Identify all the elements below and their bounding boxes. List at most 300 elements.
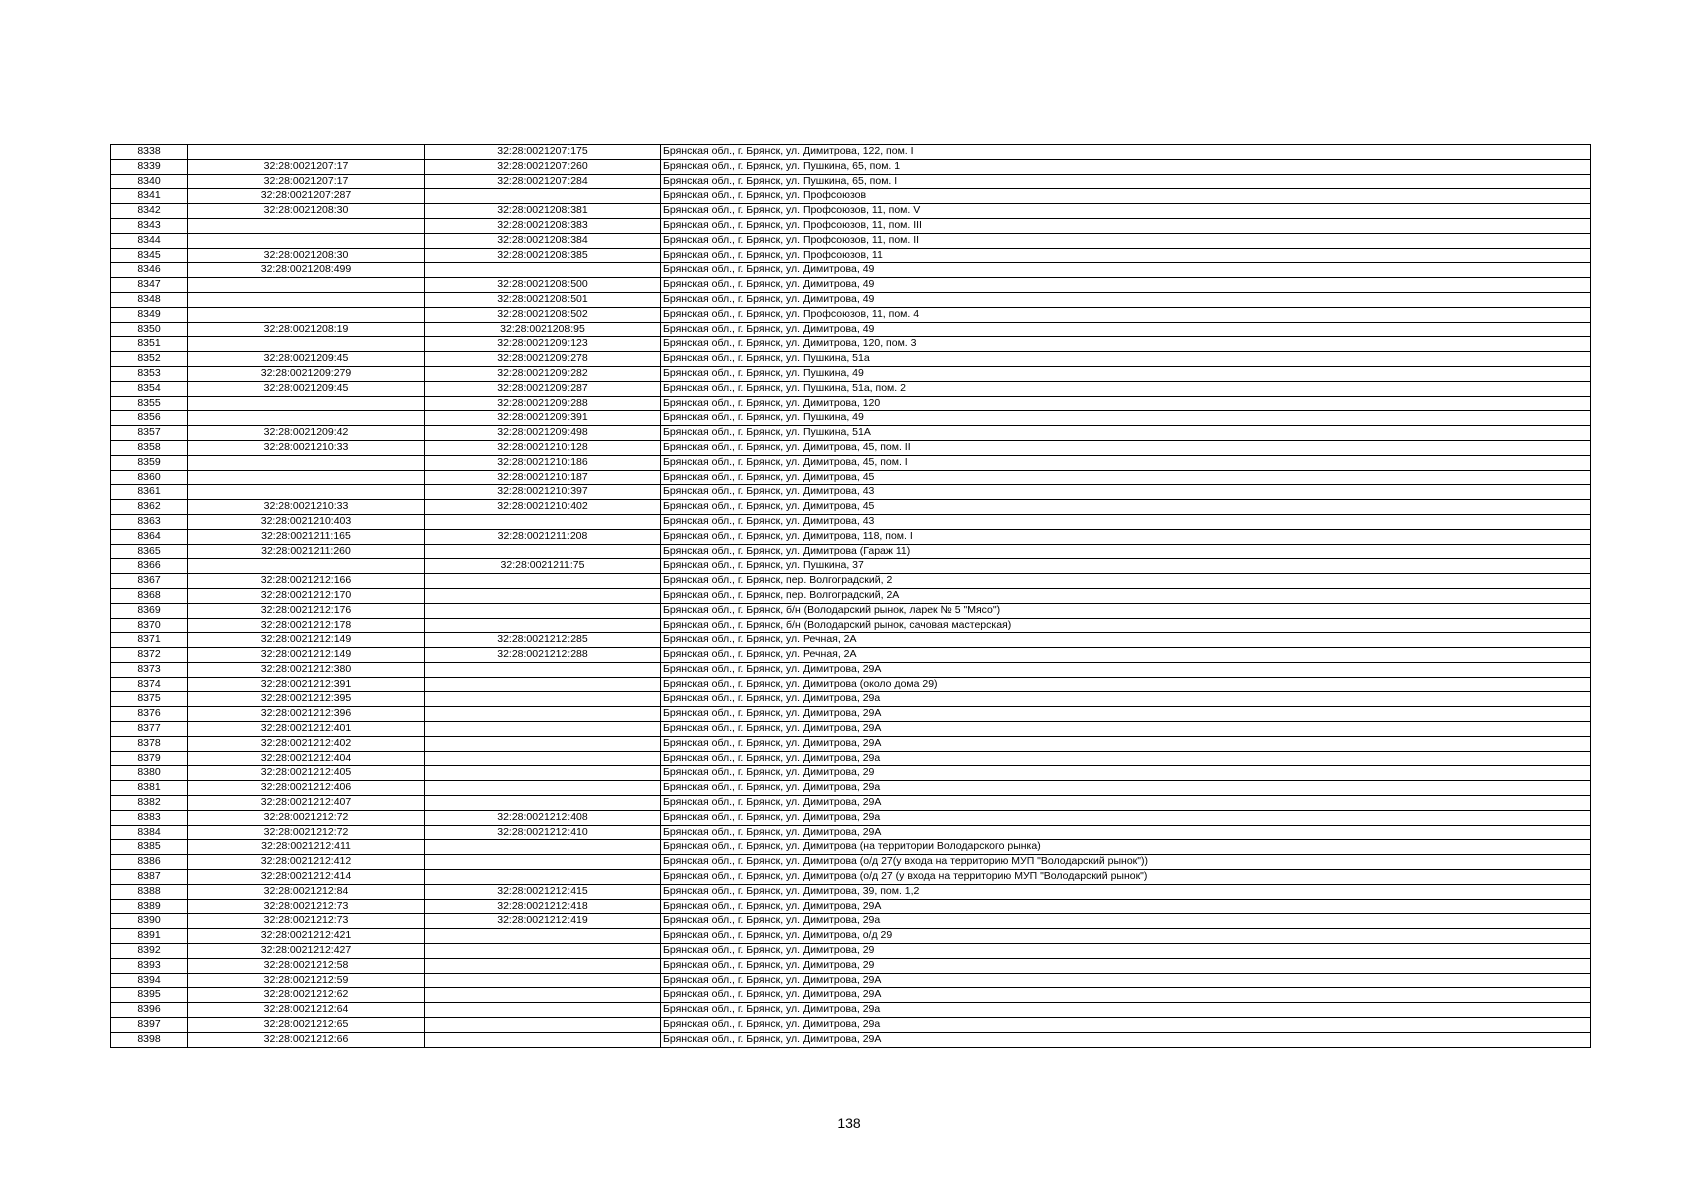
address-cell: Брянская обл., г. Брянск, ул. Пушкина, 49 — [661, 411, 1591, 426]
cadastral-number-cell — [188, 233, 425, 248]
row-number-cell: 8383 — [111, 810, 188, 825]
address-cell: Брянская обл., г. Брянск, ул. Димитрова, 49 — [661, 322, 1591, 337]
cadastral-number-cell — [188, 145, 425, 160]
row-number-cell: 8366 — [111, 559, 188, 574]
row-number-cell: 8377 — [111, 722, 188, 737]
table-row — [111, 500, 1591, 515]
address-cell: Брянская обл., г. Брянск, ул. Димитрова (около дома 29) — [661, 677, 1591, 692]
row-number-cell: 8391 — [111, 929, 188, 944]
cadastral-number-cell: 32:28:0021207:17 — [188, 159, 425, 174]
address-cell: Брянская обл., г. Брянск, ул. Пушкина, 37 — [661, 559, 1591, 574]
object-cadastral-number-cell — [425, 855, 661, 870]
table-row — [111, 825, 1591, 840]
table-row — [111, 707, 1591, 722]
object-cadastral-number-cell: 32:28:0021208:501 — [425, 292, 661, 307]
cadastral-number-cell: 32:28:0021212:395 — [188, 692, 425, 707]
table-row — [111, 677, 1591, 692]
row-number-cell: 8384 — [111, 825, 188, 840]
table-row — [111, 884, 1591, 899]
object-cadastral-number-cell: 32:28:0021211:75 — [425, 559, 661, 574]
object-cadastral-number-cell — [425, 944, 661, 959]
object-cadastral-number-cell: 32:28:0021208:502 — [425, 307, 661, 322]
table-row — [111, 470, 1591, 485]
object-cadastral-number-cell: 32:28:0021207:260 — [425, 159, 661, 174]
table-row — [111, 411, 1591, 426]
row-number-cell: 8380 — [111, 766, 188, 781]
address-cell: Брянская обл., г. Брянск, ул. Речная, 2А — [661, 633, 1591, 648]
table-row — [111, 603, 1591, 618]
object-cadastral-number-cell: 32:28:0021212:285 — [425, 633, 661, 648]
address-cell: Брянская обл., г. Брянск, ул. Димитрова, 29 — [661, 766, 1591, 781]
object-cadastral-number-cell: 32:28:0021209:288 — [425, 396, 661, 411]
object-cadastral-number-cell — [425, 514, 661, 529]
row-number-cell: 8347 — [111, 278, 188, 293]
object-cadastral-number-cell: 32:28:0021211:208 — [425, 529, 661, 544]
table-row — [111, 233, 1591, 248]
address-cell: Брянская обл., г. Брянск, б/н (Володарский рынок, ларек № 5 "Мясо") — [661, 603, 1591, 618]
row-number-cell: 8390 — [111, 914, 188, 929]
cadastral-number-cell: 32:28:0021212:72 — [188, 825, 425, 840]
address-cell: Брянская обл., г. Брянск, ул. Димитрова, 29а — [661, 810, 1591, 825]
cadastral-number-cell: 32:28:0021212:149 — [188, 648, 425, 663]
object-cadastral-number-cell: 32:28:0021212:415 — [425, 884, 661, 899]
row-number-cell: 8342 — [111, 204, 188, 219]
table-row — [111, 1018, 1591, 1033]
table-row — [111, 337, 1591, 352]
cadastral-number-cell: 32:28:0021212:170 — [188, 588, 425, 603]
object-cadastral-number-cell: 32:28:0021212:288 — [425, 648, 661, 663]
cadastral-number-cell: 32:28:0021212:72 — [188, 810, 425, 825]
address-cell: Брянская обл., г. Брянск, ул. Димитрова, 45 — [661, 470, 1591, 485]
row-number-cell: 8387 — [111, 870, 188, 885]
object-cadastral-number-cell: 32:28:0021208:383 — [425, 218, 661, 233]
row-number-cell: 8378 — [111, 736, 188, 751]
cadastral-number-cell: 32:28:0021209:42 — [188, 426, 425, 441]
row-number-cell: 8362 — [111, 500, 188, 515]
address-cell: Брянская обл., г. Брянск, ул. Димитрова, 43 — [661, 485, 1591, 500]
cadastral-number-cell: 32:28:0021208:19 — [188, 322, 425, 337]
row-number-cell: 8397 — [111, 1018, 188, 1033]
table-row — [111, 1003, 1591, 1018]
row-number-cell: 8369 — [111, 603, 188, 618]
object-cadastral-number-cell — [425, 840, 661, 855]
address-cell: Брянская обл., г. Брянск, ул. Димитрова, 29А — [661, 988, 1591, 1003]
address-cell: Брянская обл., г. Брянск, ул. Пушкина, 51а — [661, 352, 1591, 367]
row-number-cell: 8385 — [111, 840, 188, 855]
cadastral-number-cell — [188, 411, 425, 426]
table-row — [111, 366, 1591, 381]
table-row — [111, 559, 1591, 574]
cadastral-number-cell: 32:28:0021212:406 — [188, 781, 425, 796]
row-number-cell: 8338 — [111, 145, 188, 160]
row-number-cell: 8339 — [111, 159, 188, 174]
table-row — [111, 352, 1591, 367]
address-cell: Брянская обл., г. Брянск, ул. Пушкина, 49 — [661, 366, 1591, 381]
cadastral-number-cell: 32:28:0021209:279 — [188, 366, 425, 381]
table-row — [111, 455, 1591, 470]
table-row — [111, 810, 1591, 825]
address-cell: Брянская обл., г. Брянск, ул. Профсоюзов, 11, пом. II — [661, 233, 1591, 248]
address-cell: Брянская обл., г. Брянск, ул. Димитрова, 29а — [661, 751, 1591, 766]
table-row — [111, 381, 1591, 396]
row-number-cell: 8371 — [111, 633, 188, 648]
cadastral-number-cell: 32:28:0021212:391 — [188, 677, 425, 692]
table-row — [111, 648, 1591, 663]
address-cell: Брянская обл., г. Брянск, ул. Димитрова (Гараж 11) — [661, 544, 1591, 559]
cadastral-number-cell: 32:28:0021212:149 — [188, 633, 425, 648]
cadastral-number-cell: 32:28:0021212:414 — [188, 870, 425, 885]
address-cell: Брянская обл., г. Брянск, ул. Профсоюзов — [661, 189, 1591, 204]
table-row — [111, 292, 1591, 307]
cadastral-number-cell: 32:28:0021208:30 — [188, 248, 425, 263]
address-cell: Брянская обл., г. Брянск, ул. Димитрова, 45 — [661, 500, 1591, 515]
address-cell: Брянская обл., г. Брянск, ул. Димитрова, 29А — [661, 662, 1591, 677]
address-cell: Брянская обл., г. Брянск, пер. Волгоградский, 2А — [661, 588, 1591, 603]
row-number-cell: 8379 — [111, 751, 188, 766]
object-cadastral-number-cell: 32:28:0021208:381 — [425, 204, 661, 219]
table-row — [111, 514, 1591, 529]
address-cell: Брянская обл., г. Брянск, ул. Димитрова, 49 — [661, 263, 1591, 278]
object-cadastral-number-cell: 32:28:0021209:391 — [425, 411, 661, 426]
table-row — [111, 988, 1591, 1003]
object-cadastral-number-cell — [425, 588, 661, 603]
object-cadastral-number-cell: 32:28:0021209:498 — [425, 426, 661, 441]
table-row — [111, 174, 1591, 189]
cadastral-number-cell: 32:28:0021212:401 — [188, 722, 425, 737]
address-cell: Брянская обл., г. Брянск, ул. Димитрова, 45, пом. I — [661, 455, 1591, 470]
cadastral-number-cell: 32:28:0021212:402 — [188, 736, 425, 751]
object-cadastral-number-cell — [425, 603, 661, 618]
cadastral-number-cell — [188, 337, 425, 352]
row-number-cell: 8355 — [111, 396, 188, 411]
cadastral-number-cell: 32:28:0021212:176 — [188, 603, 425, 618]
row-number-cell: 8364 — [111, 529, 188, 544]
row-number-cell: 8392 — [111, 944, 188, 959]
address-cell: Брянская обл., г. Брянск, ул. Профсоюзов, 11, пом. V — [661, 204, 1591, 219]
object-cadastral-number-cell: 32:28:0021207:284 — [425, 174, 661, 189]
table-row — [111, 662, 1591, 677]
object-cadastral-number-cell: 32:28:0021212:419 — [425, 914, 661, 929]
cadastral-number-cell — [188, 485, 425, 500]
address-cell: Брянская обл., г. Брянск, ул. Димитрова, 29А — [661, 899, 1591, 914]
object-cadastral-number-cell — [425, 189, 661, 204]
table-row — [111, 899, 1591, 914]
cadastral-number-cell: 32:28:0021212:396 — [188, 707, 425, 722]
cadastral-number-cell: 32:28:0021212:166 — [188, 574, 425, 589]
row-number-cell: 8351 — [111, 337, 188, 352]
address-cell: Брянская обл., г. Брянск, ул. Пушкина, 51А — [661, 426, 1591, 441]
page-number: 138 — [837, 1115, 861, 1131]
table-row — [111, 958, 1591, 973]
table-row — [111, 204, 1591, 219]
object-cadastral-number-cell — [425, 870, 661, 885]
address-cell: Брянская обл., г. Брянск, ул. Димитрова, 29а — [661, 1003, 1591, 1018]
row-number-cell: 8359 — [111, 455, 188, 470]
row-number-cell: 8360 — [111, 470, 188, 485]
table-row — [111, 973, 1591, 988]
table-row — [111, 944, 1591, 959]
row-number-cell: 8375 — [111, 692, 188, 707]
row-number-cell: 8396 — [111, 1003, 188, 1018]
cadastral-number-cell — [188, 470, 425, 485]
address-cell: Брянская обл., г. Брянск, ул. Димитрова, 120 — [661, 396, 1591, 411]
cadastral-number-cell: 32:28:0021210:33 — [188, 440, 425, 455]
address-cell: Брянская обл., г. Брянск, ул. Профсоюзов, 11, пом. III — [661, 218, 1591, 233]
object-cadastral-number-cell: 32:28:0021210:187 — [425, 470, 661, 485]
object-cadastral-number-cell — [425, 677, 661, 692]
row-number-cell: 8352 — [111, 352, 188, 367]
object-cadastral-number-cell: 32:28:0021212:410 — [425, 825, 661, 840]
address-cell: Брянская обл., г. Брянск, ул. Димитрова, 29а — [661, 914, 1591, 929]
row-number-cell: 8344 — [111, 233, 188, 248]
cadastral-number-cell: 32:28:0021212:405 — [188, 766, 425, 781]
records-table-body — [111, 145, 1591, 1048]
table-row — [111, 307, 1591, 322]
address-cell: Брянская обл., г. Брянск, б/н (Володарский рынок, сачовая мастерская) — [661, 618, 1591, 633]
address-cell: Брянская обл., г. Брянск, ул. Димитрова, 39, пом. 1,2 — [661, 884, 1591, 899]
table-row — [111, 1032, 1591, 1047]
table-row — [111, 870, 1591, 885]
cadastral-number-cell: 32:28:0021212:84 — [188, 884, 425, 899]
cadastral-number-cell: 32:28:0021212:421 — [188, 929, 425, 944]
row-number-cell: 8356 — [111, 411, 188, 426]
cadastral-number-cell: 32:28:0021208:499 — [188, 263, 425, 278]
object-cadastral-number-cell: 32:28:0021209:278 — [425, 352, 661, 367]
cadastral-number-cell: 32:28:0021210:33 — [188, 500, 425, 515]
address-cell: Брянская обл., г. Брянск, ул. Димитрова, 29А — [661, 736, 1591, 751]
table-row — [111, 218, 1591, 233]
address-cell: Брянская обл., г. Брянск, ул. Димитрова, 29а — [661, 781, 1591, 796]
row-number-cell: 8367 — [111, 574, 188, 589]
row-number-cell: 8361 — [111, 485, 188, 500]
table-row — [111, 929, 1591, 944]
object-cadastral-number-cell: 32:28:0021212:408 — [425, 810, 661, 825]
table-row — [111, 263, 1591, 278]
object-cadastral-number-cell — [425, 692, 661, 707]
cadastral-number-cell: 32:28:0021211:260 — [188, 544, 425, 559]
table-row — [111, 426, 1591, 441]
table-row — [111, 145, 1591, 160]
table-row — [111, 485, 1591, 500]
table-row — [111, 618, 1591, 633]
cadastral-number-cell — [188, 278, 425, 293]
cadastral-number-cell: 32:28:0021212:178 — [188, 618, 425, 633]
object-cadastral-number-cell: 32:28:0021210:402 — [425, 500, 661, 515]
address-cell: Брянская обл., г. Брянск, ул. Профсоюзов, 11 — [661, 248, 1591, 263]
address-cell: Брянская обл., г. Брянск, ул. Речная, 2А — [661, 648, 1591, 663]
table-row — [111, 751, 1591, 766]
cadastral-number-cell: 32:28:0021209:45 — [188, 381, 425, 396]
address-cell: Брянская обл., г. Брянск, ул. Димитрова, 49 — [661, 292, 1591, 307]
address-cell: Брянская обл., г. Брянск, ул. Пушкина, 65, пом. I — [661, 174, 1591, 189]
object-cadastral-number-cell — [425, 988, 661, 1003]
address-cell: Брянская обл., г. Брянск, ул. Профсоюзов, 11, пом. 4 — [661, 307, 1591, 322]
object-cadastral-number-cell: 32:28:0021210:397 — [425, 485, 661, 500]
address-cell: Брянская обл., г. Брянск, ул. Пушкина, 51а, пом. 2 — [661, 381, 1591, 396]
cadastral-number-cell: 32:28:0021212:412 — [188, 855, 425, 870]
table-row — [111, 796, 1591, 811]
cadastral-number-cell: 32:28:0021212:62 — [188, 988, 425, 1003]
address-cell: Брянская обл., г. Брянск, ул. Димитрова, 29 — [661, 958, 1591, 973]
address-cell: Брянская обл., г. Брянск, ул. Димитрова, 43 — [661, 514, 1591, 529]
object-cadastral-number-cell: 32:28:0021210:128 — [425, 440, 661, 455]
row-number-cell: 8358 — [111, 440, 188, 455]
object-cadastral-number-cell: 32:28:0021207:175 — [425, 145, 661, 160]
address-cell: Брянская обл., г. Брянск, ул. Димитрова, 29 — [661, 944, 1591, 959]
object-cadastral-number-cell — [425, 1003, 661, 1018]
address-cell: Брянская обл., г. Брянск, ул. Димитрова, 29А — [661, 707, 1591, 722]
address-cell: Брянская обл., г. Брянск, пер. Волгоградский, 2 — [661, 574, 1591, 589]
row-number-cell: 8386 — [111, 855, 188, 870]
object-cadastral-number-cell — [425, 796, 661, 811]
cadastral-number-cell: 32:28:0021207:287 — [188, 189, 425, 204]
row-number-cell: 8376 — [111, 707, 188, 722]
table-row — [111, 766, 1591, 781]
table-row — [111, 189, 1591, 204]
table-row — [111, 248, 1591, 263]
row-number-cell: 8388 — [111, 884, 188, 899]
address-cell: Брянская обл., г. Брянск, ул. Пушкина, 65, пом. 1 — [661, 159, 1591, 174]
address-cell: Брянская обл., г. Брянск, ул. Димитрова, 29А — [661, 1032, 1591, 1047]
cadastral-number-cell: 32:28:0021211:165 — [188, 529, 425, 544]
address-cell: Брянская обл., г. Брянск, ул. Димитрова, 29А — [661, 722, 1591, 737]
row-number-cell: 8382 — [111, 796, 188, 811]
table-row — [111, 722, 1591, 737]
address-cell: Брянская обл., г. Брянск, ул. Димитрова, 29А — [661, 973, 1591, 988]
cadastral-number-cell — [188, 307, 425, 322]
object-cadastral-number-cell — [425, 766, 661, 781]
object-cadastral-number-cell: 32:28:0021210:186 — [425, 455, 661, 470]
cadastral-number-cell: 32:28:0021207:17 — [188, 174, 425, 189]
row-number-cell: 8374 — [111, 677, 188, 692]
address-cell: Брянская обл., г. Брянск, ул. Димитрова, 29А — [661, 825, 1591, 840]
object-cadastral-number-cell — [425, 958, 661, 973]
row-number-cell: 8349 — [111, 307, 188, 322]
address-cell: Брянская обл., г. Брянск, ул. Димитрова (на территории Володарского рынка) — [661, 840, 1591, 855]
cadastral-number-cell: 32:28:0021212:73 — [188, 914, 425, 929]
table-row — [111, 529, 1591, 544]
row-number-cell: 8365 — [111, 544, 188, 559]
row-number-cell: 8354 — [111, 381, 188, 396]
object-cadastral-number-cell — [425, 544, 661, 559]
row-number-cell: 8389 — [111, 899, 188, 914]
object-cadastral-number-cell — [425, 662, 661, 677]
table-row — [111, 440, 1591, 455]
row-number-cell: 8345 — [111, 248, 188, 263]
object-cadastral-number-cell — [425, 722, 661, 737]
row-number-cell: 8373 — [111, 662, 188, 677]
table-row — [111, 322, 1591, 337]
object-cadastral-number-cell: 32:28:0021208:385 — [425, 248, 661, 263]
cadastral-number-cell: 32:28:0021212:65 — [188, 1018, 425, 1033]
table-row — [111, 278, 1591, 293]
table-row — [111, 840, 1591, 855]
object-cadastral-number-cell — [425, 618, 661, 633]
table-row — [111, 914, 1591, 929]
address-cell: Брянская обл., г. Брянск, ул. Димитрова, 29А — [661, 796, 1591, 811]
cadastral-number-cell: 32:28:0021212:407 — [188, 796, 425, 811]
object-cadastral-number-cell — [425, 1018, 661, 1033]
cadastral-number-cell: 32:28:0021212:73 — [188, 899, 425, 914]
cadastral-number-cell — [188, 292, 425, 307]
row-number-cell: 8363 — [111, 514, 188, 529]
cadastral-number-cell — [188, 396, 425, 411]
object-cadastral-number-cell — [425, 929, 661, 944]
row-number-cell: 8343 — [111, 218, 188, 233]
address-cell: Брянская обл., г. Брянск, ул. Димитрова, 49 — [661, 278, 1591, 293]
object-cadastral-number-cell — [425, 707, 661, 722]
cadastral-number-cell — [188, 559, 425, 574]
table-row — [111, 781, 1591, 796]
table-row — [111, 588, 1591, 603]
cadastral-number-cell: 32:28:0021212:380 — [188, 662, 425, 677]
row-number-cell: 8398 — [111, 1032, 188, 1047]
address-cell: Брянская обл., г. Брянск, ул. Димитрова (о/д 27(у входа на территорию МУП "Володарский рынок")) — [661, 855, 1591, 870]
table-row — [111, 159, 1591, 174]
table-row — [111, 544, 1591, 559]
cadastral-number-cell: 32:28:0021208:30 — [188, 204, 425, 219]
address-cell: Брянская обл., г. Брянск, ул. Димитрова (о/д 27 (у входа на территорию МУП "Володарский рынок") — [661, 870, 1591, 885]
address-cell: Брянская обл., г. Брянск, ул. Димитрова, о/д 29 — [661, 929, 1591, 944]
cadastral-number-cell — [188, 218, 425, 233]
row-number-cell: 8341 — [111, 189, 188, 204]
cadastral-number-cell: 32:28:0021212:64 — [188, 1003, 425, 1018]
records-table — [110, 144, 1591, 1048]
cadastral-number-cell: 32:28:0021212:427 — [188, 944, 425, 959]
address-cell: Брянская обл., г. Брянск, ул. Димитрова, 45, пом. II — [661, 440, 1591, 455]
table-row — [111, 574, 1591, 589]
row-number-cell: 8381 — [111, 781, 188, 796]
table-row — [111, 855, 1591, 870]
cadastral-number-cell: 32:28:0021212:66 — [188, 1032, 425, 1047]
address-cell: Брянская обл., г. Брянск, ул. Димитрова, 29а — [661, 1018, 1591, 1033]
object-cadastral-number-cell: 32:28:0021209:282 — [425, 366, 661, 381]
object-cadastral-number-cell — [425, 973, 661, 988]
table-row — [111, 736, 1591, 751]
cadastral-number-cell: 32:28:0021212:58 — [188, 958, 425, 973]
address-cell: Брянская обл., г. Брянск, ул. Димитрова, 29а — [661, 692, 1591, 707]
object-cadastral-number-cell — [425, 736, 661, 751]
cadastral-number-cell: 32:28:0021212:411 — [188, 840, 425, 855]
address-cell: Брянская обл., г. Брянск, ул. Димитрова, 120, пом. 3 — [661, 337, 1591, 352]
row-number-cell: 8350 — [111, 322, 188, 337]
row-number-cell: 8370 — [111, 618, 188, 633]
row-number-cell: 8346 — [111, 263, 188, 278]
address-cell: Брянская обл., г. Брянск, ул. Димитрова, 118, пом. I — [661, 529, 1591, 544]
cadastral-number-cell: 32:28:0021212:404 — [188, 751, 425, 766]
object-cadastral-number-cell — [425, 781, 661, 796]
cadastral-number-cell: 32:28:0021212:59 — [188, 973, 425, 988]
row-number-cell: 8340 — [111, 174, 188, 189]
object-cadastral-number-cell — [425, 574, 661, 589]
row-number-cell: 8394 — [111, 973, 188, 988]
object-cadastral-number-cell — [425, 263, 661, 278]
object-cadastral-number-cell: 32:28:0021208:95 — [425, 322, 661, 337]
object-cadastral-number-cell: 32:28:0021212:418 — [425, 899, 661, 914]
object-cadastral-number-cell: 32:28:0021209:287 — [425, 381, 661, 396]
row-number-cell: 8353 — [111, 366, 188, 381]
object-cadastral-number-cell: 32:28:0021209:123 — [425, 337, 661, 352]
cadastral-number-cell: 32:28:0021209:45 — [188, 352, 425, 367]
cadastral-number-cell — [188, 455, 425, 470]
row-number-cell: 8368 — [111, 588, 188, 603]
object-cadastral-number-cell — [425, 1032, 661, 1047]
cadastral-number-cell: 32:28:0021210:403 — [188, 514, 425, 529]
row-number-cell: 8348 — [111, 292, 188, 307]
table-row — [111, 396, 1591, 411]
row-number-cell: 8395 — [111, 988, 188, 1003]
row-number-cell: 8393 — [111, 958, 188, 973]
